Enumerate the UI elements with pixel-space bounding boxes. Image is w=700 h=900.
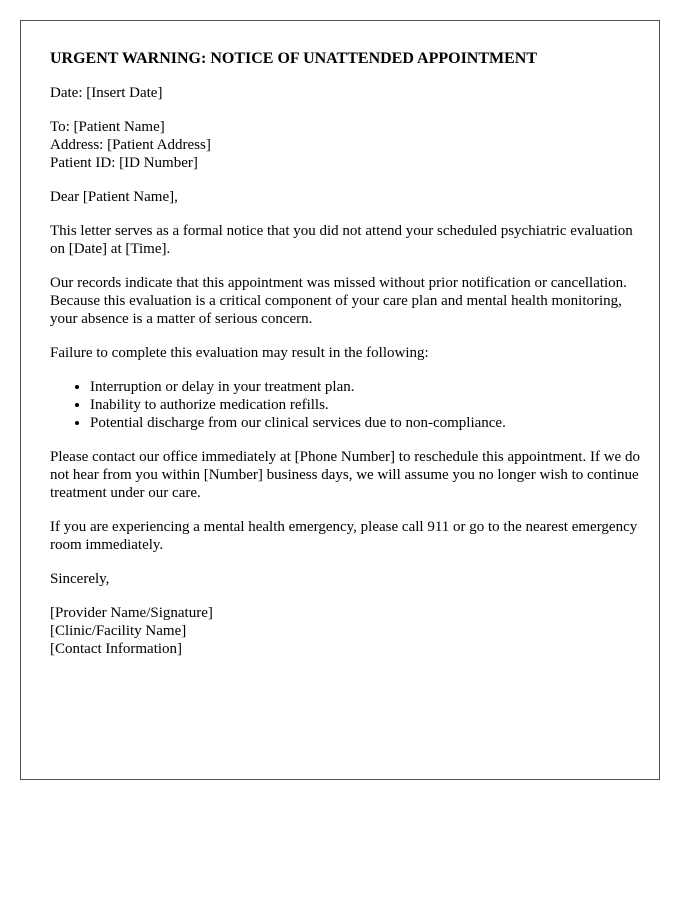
failure-intro-paragraph: Failure to complete this evaluation may result in the following: xyxy=(50,345,429,361)
list-item: • Potential discharge from our clinical services due to non-compliance. xyxy=(90,414,640,432)
provider-name: [Provider Name/Signature] xyxy=(50,605,213,621)
list-item: • Inability to authorize medication refills. xyxy=(90,396,640,414)
emergency-paragraph: If you are experiencing a mental health emergency, please call 911 or go to the nearest emergency room immediately. xyxy=(50,519,638,553)
notice-paragraph: This letter serves as a formal notice that you did not attend your scheduled psychiatric evaluation on [Date] at [Time]. xyxy=(50,223,633,257)
recipient-block xyxy=(50,118,640,172)
contact-information: [Contact Information] xyxy=(50,641,183,657)
date-line: Date: [Insert Date] xyxy=(50,85,163,101)
recipient-name: To: [Patient Name] xyxy=(50,119,165,135)
list-item: • Interruption or delay in your treatment plan. xyxy=(90,378,640,396)
clinic-name: [Clinic/Facility Name] xyxy=(50,623,187,639)
signature-block xyxy=(50,604,640,658)
recipient-patient-id: Patient ID: [ID Number] xyxy=(50,155,198,171)
contact-paragraph: Please contact our office immediately at [Phone Number] to reschedule this appointment. If we do not hear from you within [Number] business days, we will assume you no longer wish to continue treatment under our care. xyxy=(50,449,640,501)
letter-content xyxy=(50,49,640,674)
salutation: Dear [Patient Name], xyxy=(50,189,178,205)
records-paragraph: Our records indicate that this appointment was missed without prior notification or cancellation. Because this evaluation is a critical component of your care plan and mental health monitoring, your absence is a matter of serious concern. xyxy=(50,275,627,327)
signoff: Sincerely, xyxy=(50,571,110,587)
consequences-list xyxy=(50,378,640,432)
recipient-address: Address: [Patient Address] xyxy=(50,137,211,153)
letter-page xyxy=(20,20,660,780)
letter-title: URGENT WARNING: NOTICE OF UNATTENDED APPOINTMENT xyxy=(50,50,538,67)
